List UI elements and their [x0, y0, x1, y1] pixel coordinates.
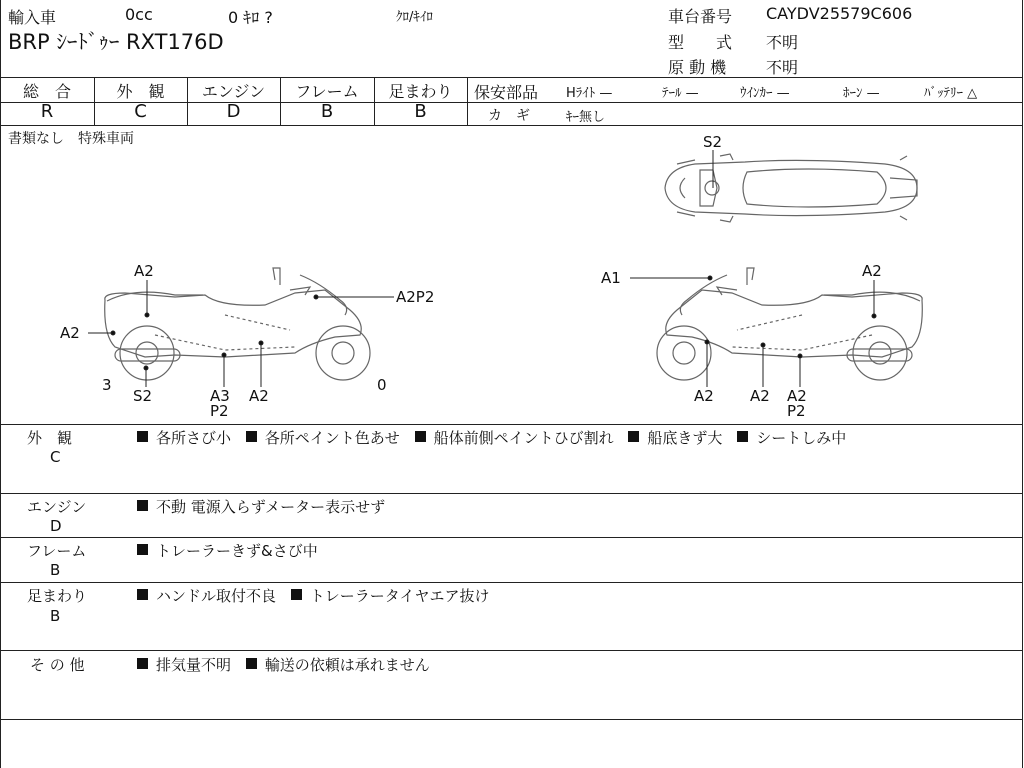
bullet-icon	[137, 658, 148, 669]
label-right-a2-b3: A2	[787, 387, 807, 405]
bullet-icon	[246, 431, 257, 442]
grade-suspension-label: 足まわり	[388, 82, 453, 101]
bullet-icon	[137, 431, 148, 442]
bullet-icon	[415, 431, 426, 442]
notes-grade-engine: D	[50, 517, 62, 535]
notes-category-engine: エンジン	[27, 498, 87, 516]
safety-title: 保安部品	[474, 83, 539, 102]
bullet-icon	[137, 544, 148, 555]
notes-grade-frame: B	[50, 561, 61, 579]
label-left-a2p2: A2P2	[396, 288, 435, 306]
note-item: 排気量不明	[156, 656, 232, 674]
notes-grade-exterior: C	[50, 448, 61, 466]
grade-overall-label: 総 合	[22, 82, 71, 101]
bullet-icon	[291, 589, 302, 600]
safety-item-battery: ﾊﾞｯﾃﾘｰ △	[924, 86, 978, 101]
note-item: トレーラーきず&さび中	[156, 542, 318, 560]
notes-category-frame: フレーム	[27, 542, 87, 560]
label-left-a2-side: A2	[60, 324, 80, 342]
notes-category-suspension: 足まわり	[27, 587, 88, 605]
label-left-0: 0	[377, 376, 387, 394]
note-item: 各所ペイント色あせ	[264, 429, 400, 447]
note-item: シートしみ中	[756, 429, 847, 447]
note-item: 輸送の依頼は承れません	[264, 656, 430, 674]
chassis-value: CAYDV25579C606	[766, 4, 913, 23]
bullet-icon	[628, 431, 639, 442]
notes-items-other	[137, 654, 440, 675]
notes-items-exterior	[137, 427, 856, 448]
label-right-a2-top: A2	[862, 262, 882, 280]
grade-frame-label: フレーム	[295, 82, 359, 101]
key-value: ｷｰ無し	[566, 110, 606, 125]
color: ｸﾛ/ｷｲﾛ	[396, 10, 433, 25]
note-item: 各所さび小	[156, 429, 232, 447]
bullet-icon	[737, 431, 748, 442]
label-right-a2-b2: A2	[750, 387, 770, 405]
grade-engine-label: エンジン	[201, 82, 266, 101]
label-left-a3: A3	[210, 387, 230, 405]
note-item: トレーラータイヤエア抜け	[309, 587, 490, 605]
notes-category-exterior: 外 観	[27, 429, 73, 447]
grade-exterior-label: 外 観	[116, 82, 165, 101]
note-item: 船体前側ペイントひび割れ	[433, 429, 614, 447]
grade-suspension-value: B	[414, 101, 427, 122]
safety-item-headlight: Hﾗｲﾄ —	[566, 86, 613, 101]
bullet-icon	[246, 658, 257, 669]
notes-items-suspension	[137, 585, 500, 606]
vehicle-title: BRP ｼｰﾄﾞｩｰ RXT176D	[8, 30, 224, 54]
safety-item-tail: ﾃｰﾙ —	[662, 86, 699, 101]
mileage: 0 ｷﾛ ?	[228, 8, 273, 27]
displacement: 0cc	[125, 5, 153, 24]
model-value: 不明	[766, 33, 799, 52]
note-item: 船底きず大	[647, 429, 723, 447]
label-left-p2: P2	[210, 402, 229, 420]
safety-item-winker: ｳｲﾝｶｰ —	[740, 86, 790, 101]
grade-exterior-value: C	[134, 101, 147, 122]
grade-frame-value: B	[320, 101, 334, 122]
note-item: ハンドル取付不良	[156, 587, 277, 605]
label-left-a2-bottom: A2	[249, 387, 269, 405]
grade-overall-value: R	[40, 101, 54, 122]
label-left-s2: S2	[133, 387, 153, 405]
notes-grade-suspension: B	[50, 607, 61, 625]
notes-items-engine	[137, 496, 395, 517]
engine-type-value: 不明	[766, 58, 799, 77]
notes-category-other: そ の 他	[30, 656, 85, 674]
engine-type-label: 原 動 機	[668, 58, 727, 77]
grade-engine-value: D	[226, 101, 241, 122]
bullet-icon	[137, 500, 148, 511]
label-right-a2-b1: A2	[694, 387, 714, 405]
safety-item-horn: ﾎｰﾝ —	[843, 86, 880, 101]
import-label: 輸入車	[8, 8, 57, 27]
model-label: 型 式	[668, 33, 733, 52]
label-left-3: 3	[102, 376, 112, 394]
label-right-p2: P2	[787, 402, 806, 420]
label-right-a1: A1	[601, 269, 621, 287]
note-item: 不動 電源入らずメーター表示せず	[156, 498, 386, 516]
documents-note: 書類なし 特殊車両	[8, 131, 134, 147]
key-label: カ ギ	[488, 108, 530, 124]
chassis-label: 車台番号	[668, 7, 733, 26]
label-top-s2: S2	[703, 133, 723, 151]
bullet-icon	[137, 589, 148, 600]
notes-items-frame	[137, 540, 328, 561]
label-left-a2-top: A2	[134, 262, 154, 280]
